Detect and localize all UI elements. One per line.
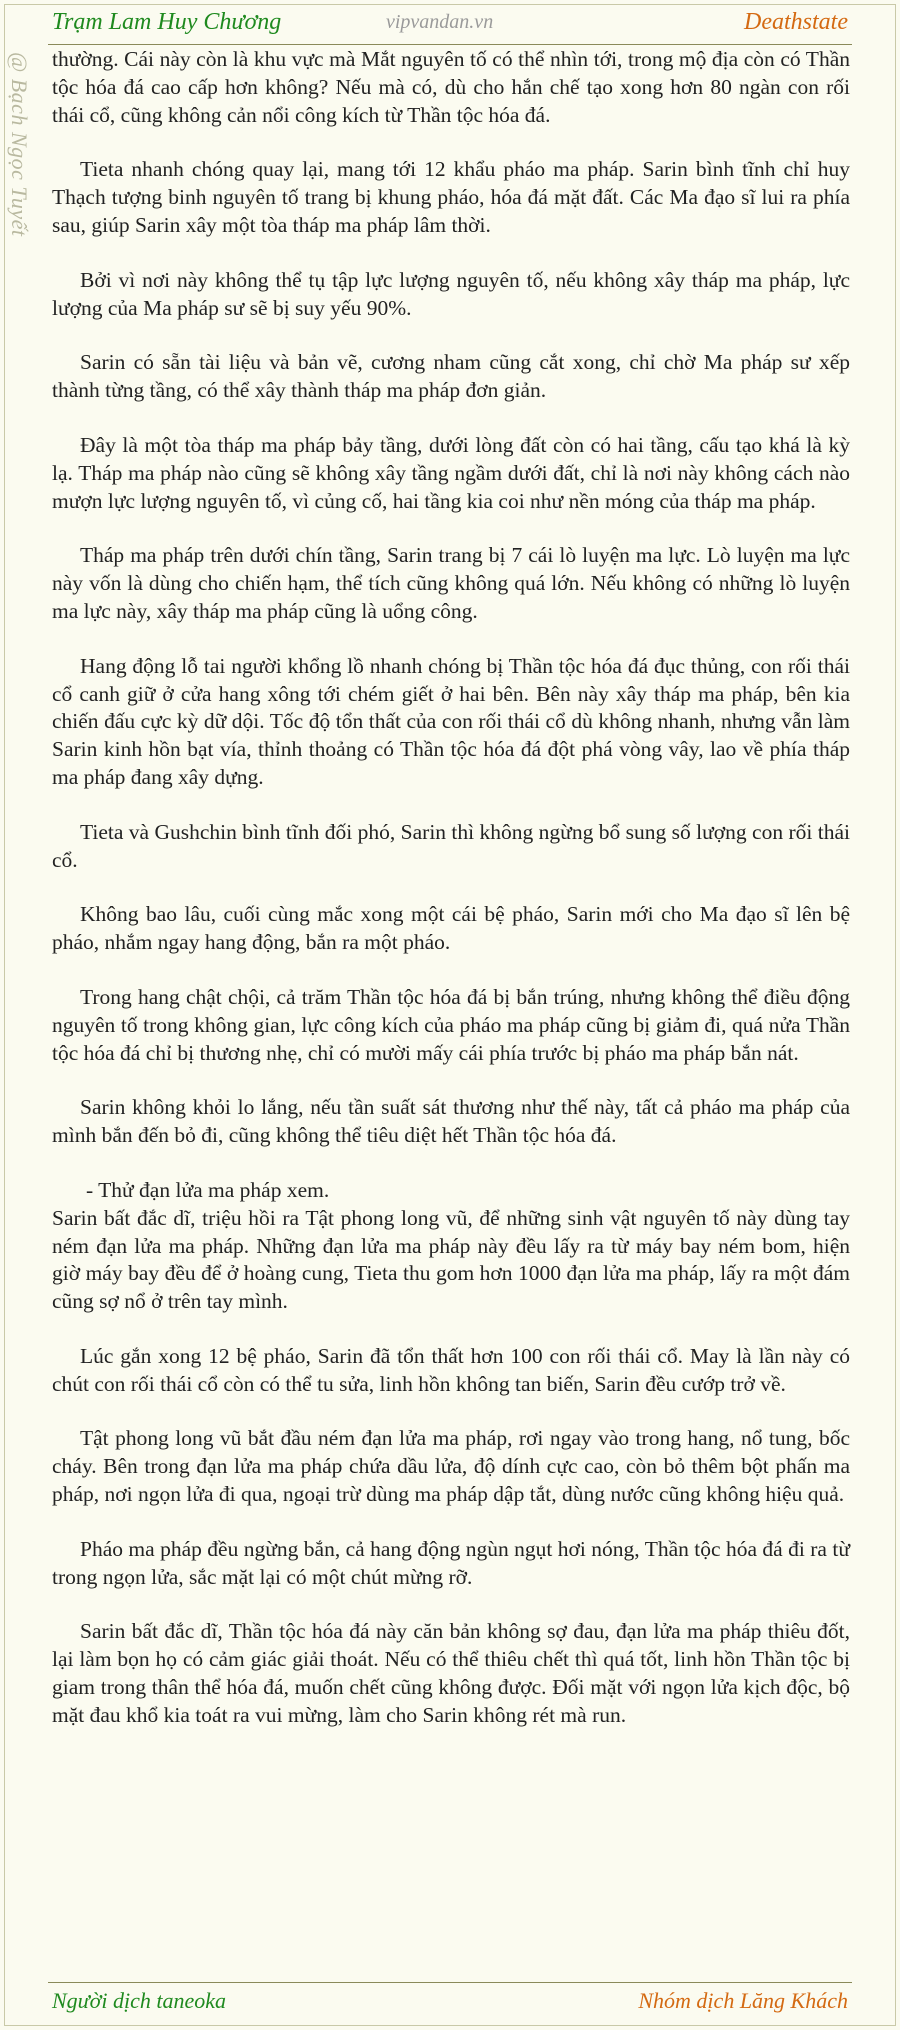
paragraph: Tieta nhanh chóng quay lại, mang tới 12 khẩu pháo ma pháp. Sarin bình tĩnh chỉ huy Thạch tượng binh nguyên tố trang bị khung pháo, hóa đá mặt đất. Các Ma đạo sĩ lui ra phía sau, giúp Sarin xây một tòa tháp ma pháp lâm thời. xyxy=(52,157,850,237)
header-url: vipvandan.vn xyxy=(386,11,494,33)
paragraph: Tháp ma pháp trên dưới chín tầng, Sarin trang bị 7 cái lò luyện ma lực. Lò luyện ma lực này vốn là dùng cho chiến hạm, thể tích cũng không quá lớn. Nếu không có những lò luyện ma lực này, xây tháp ma pháp cũng là uổng công. xyxy=(52,543,850,623)
paragraph: Đây là một tòa tháp ma pháp bảy tầng, dưới lòng đất còn có hai tầng, cấu tạo khá là kỳ lạ. Tháp ma pháp nào cũng sẽ không xây tầng ngầm dưới đất, chỉ là nơi này không cách nào mượn lực lượng nguyên tố, vì củng cố, hai tầng kia coi như nền móng của tháp ma pháp. xyxy=(52,432,850,513)
header-divider xyxy=(48,44,852,45)
paragraph: Tieta và Gushchin bình tĩnh đối phó, Sarin thì không ngừng bổ sung số lượng con rối thái cổ. xyxy=(52,819,850,872)
page-header xyxy=(0,0,900,46)
paragraph: Hang động lỗ tai người khổng lồ nhanh chóng bị Thần tộc hóa đá đục thủng, con rối thái cổ canh giữ ở cửa hang xông tới chém giết ở hai bên. Bên này xây tháp ma pháp, bên kia chiến đấu cực kỳ dữ dội. Tốc độ tổn thất của con rối thái cổ dù không nhanh, nhưng vẫn làm Sarin kinh hồn bạt vía, thỉnh thoảng có Thần tộc hóa đá đột phá vòng vây, lao về phía tháp ma pháp đang xây dựng. xyxy=(52,653,850,789)
paragraph: Không bao lâu, cuối cùng mắc xong một cái bệ pháo, Sarin mới cho Ma đạo sĩ lên bệ pháo, nhắm ngay hang động, bắn ra một pháo. xyxy=(52,902,850,955)
paragraph: Sarin bất đắc dĩ, triệu hồi ra Tật phong long vũ, để những sinh vật nguyên tố này dùng tay ném đạn lửa ma pháp. Những đạn lửa ma pháp này đều lấy ra từ máy bay ném bom, hiện giờ máy bay đều để ở hoàng cung, Tieta thu gom hơn 1000 đạn lửa ma pháp, lấy ra một đám cũng sợ nổ ở trên tay mình. xyxy=(52,1205,850,1314)
paragraph: Tật phong long vũ bắt đầu ném đạn lửa ma pháp, rơi ngay vào trong hang, nổ tung, bốc cháy. Bên trong đạn lửa ma pháp chứa dầu lửa, độ dính cực cao, còn bỏ thêm bột phấn ma pháp, nơi ngọn lửa đi qua, ngoại trừ dùng ma pháp dập tắt, dùng nước cũng không hiệu quả. xyxy=(52,1426,850,1507)
footer-translator: Người dịch taneoka xyxy=(52,1988,227,2013)
paragraph: Bởi vì nơi này không thể tụ tập lực lượng nguyên tố, nếu không xây tháp ma pháp, lực lượng của Ma pháp sư sẽ bị suy yếu 90%. xyxy=(52,267,850,320)
footer-divider xyxy=(48,1982,852,1983)
footer-group: Nhóm dịch Lăng Khách xyxy=(638,1988,848,2013)
header-uploader: Deathstate xyxy=(744,9,848,35)
paragraph: Trong hang chật chội, cả trăm Thần tộc hóa đá bị bắn trúng, nhưng không thể điều động nguyên tố trong không gian, lực công kích của pháo ma pháp cũng bị giảm đi, quá nửa Thần tộc hóa đá chỉ bị thương nhẹ, chỉ có mười mấy cái phía trước bị pháo ma pháp bắn nát. xyxy=(52,984,850,1065)
dialogue-line: - Thử đạn lửa ma pháp xem. xyxy=(86,1177,330,1202)
paragraph: Sarin không khỏi lo lắng, nếu tần suất sát thương như thế này, tất cả pháo ma pháp của mình bắn đến bỏ đi, cũng không thể tiêu diệt hết Thần tộc hóa đá. xyxy=(52,1095,850,1148)
side-watermark: @ Bạch Ngọc Tuyết xyxy=(7,52,32,237)
paragraph: Sarin có sẵn tài liệu và bản vẽ, cương nham cũng cắt xong, chỉ chờ Ma pháp sư xếp thành từng tầng, có thể xây thành tháp ma pháp đơn giản. xyxy=(52,350,850,403)
header-site-name: Trạm Lam Huy Chương xyxy=(52,9,282,35)
paragraph: Lúc gắn xong 12 bệ pháo, Sarin đã tổn thất hơn 100 con rối thái cổ. May là lần này có chút con rối thái cổ còn có thể tu sửa, linh hồn không tan biến, Sarin đều cướp trở về. xyxy=(52,1343,850,1396)
paragraph: thường. Cái này còn là khu vực mà Mắt nguyên tố có thể nhìn tới, trong mộ địa còn có Thần tộc hóa đá cao cấp hơn không? Nếu mà có, dù cho hắn chế tạo xong hơn 80 ngàn con rối thái cổ, cũng không cản nổi công kích từ Thần tộc hóa đá. xyxy=(52,47,850,127)
story-text xyxy=(52,46,850,1757)
paragraph: Sarin bất đắc dĩ, Thần tộc hóa đá này căn bản không sợ đau, đạn lửa ma pháp thiêu đốt, lại làm bọn họ có cảm giác giải thoát. Nếu có thể thiêu chết thì quá tốt, linh hồn Thần tộc bị giam trong thân thể hóa đá, muốn chết cũng không được. Đối mặt với ngọn lửa kịch độc, bộ mặt đau khổ kia toát ra vui mừng, làm cho Sarin không rét mà run. xyxy=(52,1619,850,1727)
paragraph: Pháo ma pháp đều ngừng bắn, cả hang động ngùn ngụt hơi nóng, Thần tộc hóa đá đi ra từ trong ngọn lửa, sắc mặt lại có một chút mừng rỡ. xyxy=(52,1536,850,1589)
